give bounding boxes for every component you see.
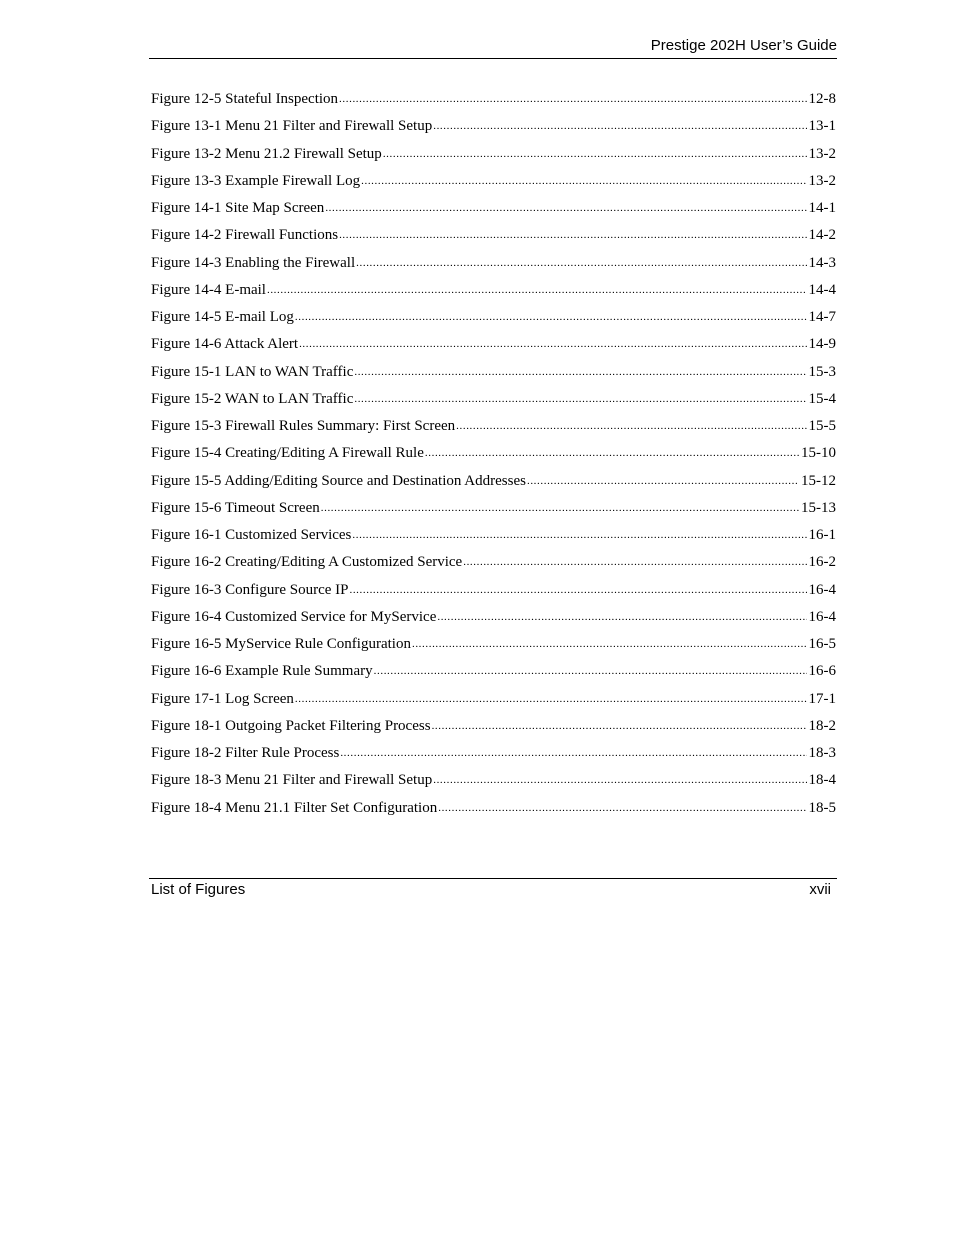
dot-leader (354, 363, 806, 380)
dot-leader (361, 172, 806, 189)
dot-leader (349, 581, 806, 598)
toc-entry-title: Figure 12-5 Stateful Inspection (151, 91, 339, 108)
dot-leader (456, 417, 806, 434)
toc-entry-title: Figure 18-2 Filter Rule Process (151, 745, 340, 762)
dot-leader (299, 335, 806, 352)
toc-entry-title: Figure 18-4 Menu 21.1 Filter Set Configuration (151, 799, 438, 816)
dot-leader (383, 145, 807, 162)
toc-entry-title: Figure 15-4 Creating/Editing A Firewall Rule (151, 445, 424, 462)
toc-entry-page: 16-4 (808, 608, 836, 625)
toc-entry-page: 14-2 (808, 227, 836, 244)
toc-entry[interactable] (151, 195, 836, 222)
toc-entry[interactable] (151, 495, 836, 522)
toc-entry-page: 18-4 (808, 772, 836, 789)
toc-entry-title: Figure 15-6 Timeout Screen (151, 499, 320, 516)
toc-entry-title: Figure 14-2 Firewall Functions (151, 227, 339, 244)
dot-leader (267, 281, 807, 298)
dot-leader (356, 254, 806, 271)
toc-entry-page: 12-8 (808, 91, 836, 108)
dot-leader (325, 199, 806, 216)
dot-leader (321, 499, 799, 516)
toc-entry-title: Figure 16-5 MyService Rule Configuration (151, 636, 411, 653)
toc-entry-title: Figure 16-4 Customized Service for MyService (151, 608, 437, 625)
toc-entry[interactable] (151, 658, 836, 685)
toc-entry[interactable] (151, 549, 836, 576)
toc-entry[interactable] (151, 440, 836, 467)
page-number: xvii (809, 881, 831, 898)
toc-entry-page: 14-3 (808, 254, 836, 271)
toc-entry-title: Figure 14-5 E-mail Log (151, 309, 294, 326)
toc-entry[interactable] (151, 795, 836, 822)
toc-entry-title: Figure 14-3 Enabling the Firewall (151, 254, 356, 271)
toc-entry-page: 18-3 (808, 745, 836, 762)
toc-entry-title: Figure 14-4 E-mail (151, 281, 266, 298)
dot-leader (438, 799, 806, 816)
list-of-figures (151, 86, 836, 822)
toc-entry[interactable] (151, 250, 836, 277)
toc-entry[interactable] (151, 331, 836, 358)
dot-leader (374, 662, 807, 679)
toc-entry[interactable] (151, 304, 836, 331)
toc-entry-page: 17-1 (808, 690, 836, 707)
toc-entry-title: Figure 16-2 Creating/Editing A Customized Service (151, 554, 463, 571)
dot-leader (340, 744, 806, 761)
dot-leader (354, 390, 806, 407)
toc-entry-page: 13-2 (808, 145, 836, 162)
toc-entry-page: 14-7 (808, 309, 836, 326)
toc-entry[interactable] (151, 386, 836, 413)
dot-leader (527, 472, 799, 489)
toc-entry-page: 16-6 (808, 663, 836, 680)
document-title: Prestige 202H User’s Guide (650, 37, 837, 54)
toc-entry-page: 16-2 (808, 554, 836, 571)
toc-entry[interactable] (151, 86, 836, 113)
dot-leader (432, 717, 807, 734)
toc-entry-page: 15-4 (808, 390, 836, 407)
dot-leader (412, 635, 807, 652)
toc-entry[interactable] (151, 686, 836, 713)
toc-entry-page: 14-4 (808, 281, 836, 298)
toc-entry-title: Figure 14-6 Attack Alert (151, 336, 299, 353)
dot-leader (433, 771, 806, 788)
toc-entry[interactable] (151, 522, 836, 549)
toc-entry-page: 16-1 (808, 527, 836, 544)
toc-entry-title: Figure 13-3 Example Firewall Log (151, 172, 361, 189)
toc-entry-page: 18-5 (808, 799, 836, 816)
toc-entry-title: Figure 16-3 Configure Source IP (151, 581, 349, 598)
dot-leader (352, 526, 806, 543)
dot-leader (295, 690, 807, 707)
toc-entry[interactable] (151, 359, 836, 386)
toc-entry[interactable] (151, 141, 836, 168)
dot-leader (295, 308, 807, 325)
toc-entry[interactable] (151, 740, 836, 767)
toc-entry-page: 14-9 (808, 336, 836, 353)
dot-leader (433, 117, 806, 134)
toc-entry-title: Figure 15-2 WAN to LAN Traffic (151, 390, 354, 407)
dot-leader (437, 608, 806, 625)
page-footer (149, 878, 837, 901)
dot-leader (339, 90, 806, 107)
toc-entry-title: Figure 16-1 Customized Services (151, 527, 352, 544)
toc-entry[interactable] (151, 767, 836, 794)
toc-entry[interactable] (151, 577, 836, 604)
toc-entry-title: Figure 13-2 Menu 21.2 Firewall Setup (151, 145, 382, 162)
toc-entry-title: Figure 17-1 Log Screen (151, 690, 294, 707)
toc-entry-page: 16-5 (808, 636, 836, 653)
toc-entry-title: Figure 16-6 Example Rule Summary (151, 663, 373, 680)
toc-entry[interactable] (151, 277, 836, 304)
toc-entry-page: 15-3 (808, 363, 836, 380)
toc-entry-title: Figure 14-1 Site Map Screen (151, 200, 325, 217)
toc-entry[interactable] (151, 631, 836, 658)
toc-entry-page: 15-12 (801, 472, 836, 489)
toc-entry[interactable] (151, 604, 836, 631)
toc-entry-title: Figure 15-5 Adding/Editing Source and Destination Addresses (151, 472, 526, 489)
toc-entry[interactable] (151, 413, 836, 440)
dot-leader (425, 444, 799, 461)
toc-entry-title: Figure 13-1 Menu 21 Filter and Firewall Setup (151, 118, 433, 135)
toc-entry-page: 15-10 (801, 445, 836, 462)
page-header (149, 36, 837, 59)
toc-entry-page: 18-2 (808, 717, 836, 734)
toc-entry[interactable] (151, 468, 836, 495)
dot-leader (339, 226, 806, 243)
toc-entry[interactable] (151, 713, 836, 740)
toc-entry[interactable] (151, 168, 836, 195)
toc-entry-page: 13-2 (808, 172, 836, 189)
toc-entry-title: Figure 15-1 LAN to WAN Traffic (151, 363, 354, 380)
toc-entry-page: 14-1 (808, 200, 836, 217)
toc-entry[interactable] (151, 113, 836, 140)
toc-entry-title: Figure 18-1 Outgoing Packet Filtering Process (151, 717, 431, 734)
dot-leader (463, 553, 806, 570)
toc-entry-page: 15-13 (801, 499, 836, 516)
toc-entry-title: Figure 18-3 Menu 21 Filter and Firewall Setup (151, 772, 433, 789)
toc-entry-page: 15-5 (808, 418, 836, 435)
toc-entry-page: 16-4 (808, 581, 836, 598)
toc-entry-title: Figure 15-3 Firewall Rules Summary: First Screen (151, 418, 456, 435)
toc-entry-page: 13-1 (808, 118, 836, 135)
toc-entry[interactable] (151, 222, 836, 249)
section-name: List of Figures (151, 881, 246, 898)
